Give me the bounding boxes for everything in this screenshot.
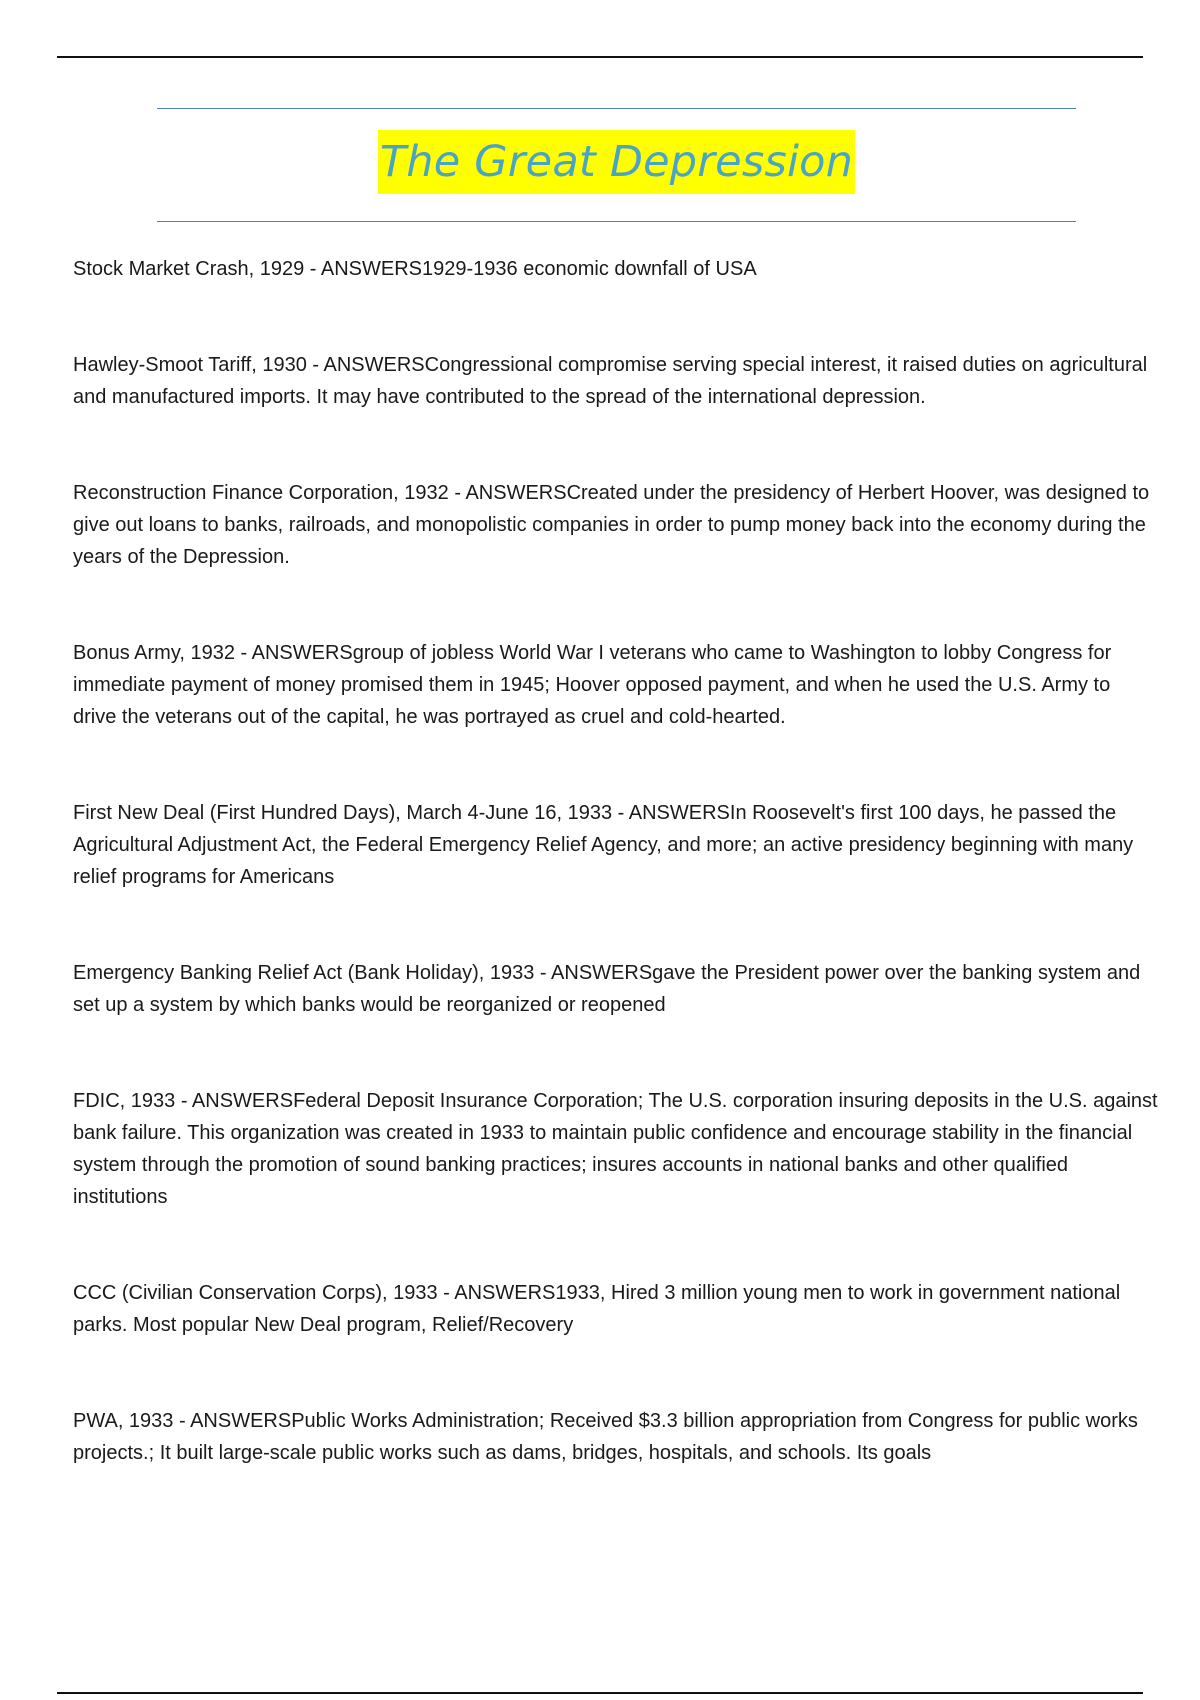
entry-answer: gave the President power over the banking system and set up a system by which banks would be reorganized or reopened: [73, 962, 1141, 1016]
entry-answer: Federal Deposit Insurance Corporation; The U.S. corporation insuring deposits in the U.S. against bank failure. This organization was created in 1933 to maintain public confidence and encourage stability in the financial system through the promotion of sound banking practices; insures accounts in national banks and other qualified institutions: [73, 1090, 1158, 1208]
entry-fdic: [73, 1085, 1163, 1213]
entry-term: First New Deal (First Hundred Days), March 4-June 16, 1933: [73, 802, 613, 824]
page-bottom-rule: [57, 1692, 1143, 1694]
entry-term: CCC (Civilian Conservation Corps), 1933: [73, 1282, 438, 1304]
entry-list: [73, 253, 1163, 1533]
entry-term: FDIC, 1933: [73, 1090, 176, 1112]
entry-separator: - ANSWERS: [437, 1282, 556, 1304]
entry-first-new-deal: [73, 797, 1163, 893]
entry-separator: - ANSWERS: [612, 802, 730, 824]
entry-term: PWA, 1933: [73, 1410, 174, 1432]
entry-pwa: [73, 1405, 1163, 1469]
entry-answer: Created under the presidency of Herbert Hoover, was designed to give out loans to banks, railroads, and monopolistic companies in order to pump money back into the economy during the years of the Depression.: [73, 482, 1150, 568]
entry-separator: - ANSWERS: [234, 642, 353, 664]
entry-term: Bonus Army, 1932: [73, 642, 235, 664]
entry-answer: 1929-1936 economic downfall of USA: [422, 258, 757, 280]
entry-separator: - ANSWERS: [173, 1410, 292, 1432]
entry-reconstruction-finance-corporation: [73, 477, 1163, 573]
title-wrap: [157, 130, 1076, 194]
document-title: The Great Depression: [378, 130, 855, 194]
entry-ccc: [73, 1277, 1163, 1341]
title-lower-rule: [157, 221, 1076, 222]
entry-term: Reconstruction Finance Corporation, 1932: [73, 482, 449, 504]
entry-separator: - ANSWERS: [306, 354, 425, 376]
entry-answer: Congressional compromise serving special interest, it raised duties on agricultural and manufactured imports. It may have contributed to the spread of the international depression.: [73, 354, 1148, 408]
entry-separator: - ANSWERS: [448, 482, 567, 504]
entry-hawley-smoot-tariff: [73, 349, 1163, 413]
entry-answer: Public Works Administration; Received $3.3 billion appropriation from Congress for public works projects.; It built large-scale public works such as dams, bridges, hospitals, and schools. Its goals: [73, 1410, 1138, 1464]
entry-bonus-army: [73, 637, 1163, 733]
entry-separator: - ANSWERS: [534, 962, 653, 984]
entry-term: Hawley-Smoot Tariff, 1930: [73, 354, 307, 376]
title-block: [157, 108, 1076, 222]
entry-separator: - ANSWERS: [175, 1090, 294, 1112]
entry-answer: In Roosevelt's first 100 days, he passed the Agricultural Adjustment Act, the Federal Emergency Relief Agency, and more; an active presidency beginning with many relief programs for Americans: [73, 802, 1134, 888]
entry-answer: 1933, Hired 3 million young men to work in government national parks. Most popular New Deal program, Relief/Recovery: [73, 1282, 1121, 1336]
entry-stock-market-crash: [73, 253, 1163, 285]
page-top-rule: [57, 56, 1143, 58]
entry-emergency-banking-relief-act: [73, 957, 1163, 1021]
entry-separator: - ANSWERS: [304, 258, 423, 280]
entry-term: Stock Market Crash, 1929: [73, 258, 305, 280]
entry-answer: group of jobless World War I veterans who came to Washington to lobby Congress for immediate payment of money promised them in 1945; Hoover opposed payment, and when he used the U.S. Army to drive the veterans out of the capital, he was portrayed as cruel and cold-hearted.: [73, 642, 1112, 728]
title-upper-rule: [157, 108, 1076, 109]
entry-term: Emergency Banking Relief Act (Bank Holiday), 1933: [73, 962, 535, 984]
